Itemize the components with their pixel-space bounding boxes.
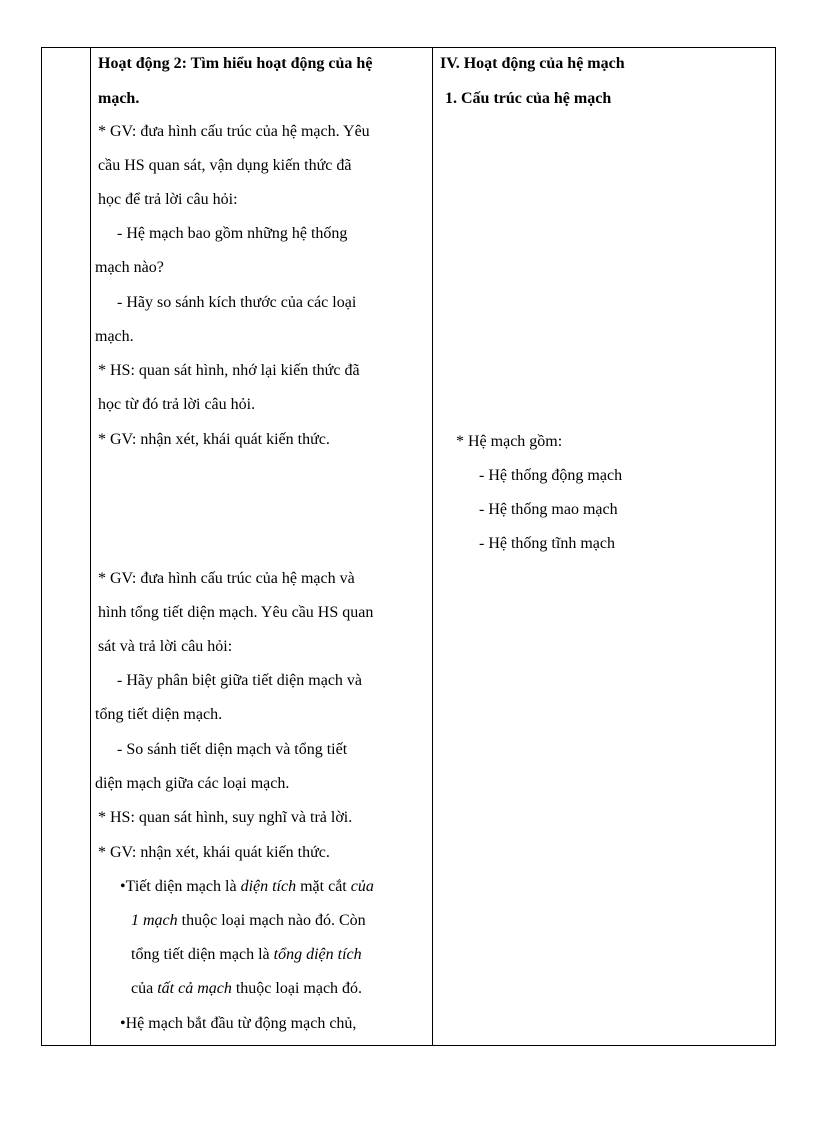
activity-heading: Hoạt động 2: Tìm hiểu hoạt động của hệ [98,55,373,72]
gv-instruction-2: * GV: đưa hình cấu trúc của hệ mạch và [98,570,355,587]
section-title: IV. Hoạt động của hệ mạch [440,55,625,72]
summary-item: - Hệ thống động mạch [479,467,623,484]
summary-intro: * Hệ mạch gồm: [456,433,563,450]
gv-instruction-2-cont: hình tổng tiết diện mạch. Yêu cầu HS quan [98,604,374,621]
question-2: - Hãy so sánh kích thước của các loại [117,294,357,311]
question-1: - Hệ mạch bao gồm những hệ thống [117,225,348,242]
summary-item: - Hệ thống tĩnh mạch [479,535,615,552]
column-divider-1 [90,48,91,1045]
gv-instruction-1-cont: học để trả lời câu hỏi: [98,191,238,208]
question-4: - So sánh tiết diện mạch và tổng tiết [117,741,348,758]
summary-item: - Hệ thống mao mạch [479,501,618,518]
gv-instruction-1: * GV: đưa hình cấu trúc của hệ mạch. Yêu [98,123,370,140]
subsection-title: 1. Cấu trúc của hệ mạch [445,90,612,107]
question-2-cont: mạch. [95,328,134,345]
hs-response-1-cont: học từ đó trả lời câu hỏi. [98,396,256,413]
question-3: - Hãy phân biệt giữa tiết diện mạch và [117,672,363,689]
question-4-cont: diện mạch giữa các loại mạch. [95,775,290,792]
bullet-point-1: •Tiết diện mạch là diện tích mặt cắt của [120,878,374,895]
bullet-point-2: •Hệ mạch bắt đầu từ động mạch chủ, [120,1015,357,1032]
hs-response-1: * HS: quan sát hình, nhớ lại kiến thức đã [98,362,360,379]
question-1-cont: mạch nào? [95,259,164,276]
column-divider-2 [432,48,433,1045]
bullet-point-1-cont: của tất cả mạch thuộc loại mạch đó. [131,980,363,997]
bullet-icon: • [120,878,126,895]
activity-heading-cont: mạch. [98,90,140,107]
lesson-table [41,47,776,1046]
gv-conclusion-1: * GV: nhận xét, khái quát kiến thức. [98,431,330,448]
gv-instruction-2-cont: sát và trả lời câu hỏi: [98,638,233,655]
bullet-point-1-cont: tổng tiết diện mạch là tổng diện tích [131,946,362,963]
gv-instruction-1-cont: cầu HS quan sát, vận dụng kiến thức đã [98,157,352,174]
question-3-cont: tổng tiết diện mạch. [95,706,223,723]
hs-response-2: * HS: quan sát hình, suy nghĩ và trả lời. [98,809,353,826]
bullet-icon: • [120,1015,126,1032]
gv-conclusion-2: * GV: nhận xét, khái quát kiến thức. [98,844,330,861]
bullet-point-1-cont: 1 mạch thuộc loại mạch nào đó. Còn [131,912,366,929]
